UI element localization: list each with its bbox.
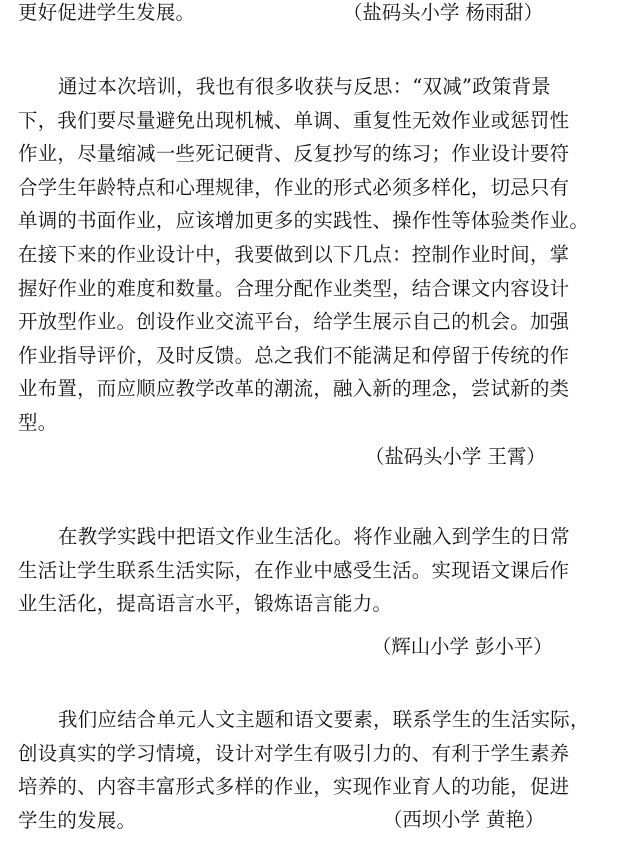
author-signature: （辉山小学 彭小平） [372,635,553,658]
text-line: 更好促进学生发展。 [18,1,196,24]
paragraph-2 [18,70,606,440]
text-line: 通过本次培训，我也有很多收获与反思：“双减”政策背景 [58,75,551,98]
text-line: 作业，尽量缩减一些死记硬背、反复抄写的练习；作业设计要符 [18,142,570,166]
text-line: 握好作业的难度和数量。合理分配作业类型，结合课文内容设计 [18,276,570,300]
text-line: 作业指导评价，及时反馈。总之我们不能满足和停留于传统的作 [18,343,570,367]
author-signature: （盐码头小学 杨雨甜） [343,1,544,24]
text-line: 学生的发展。 [18,808,137,832]
text-line: 业布置，而应顺应教学改革的潮流，融入新的理念，尝试新的类 [18,377,570,401]
author-signature: （西坝小学 黄艳） [383,808,545,831]
paragraph-3 [18,520,606,621]
text-line: 我们应结合单元人文主题和语文要素，联系学生的生活实际， [58,708,590,731]
text-line: 在接下来的作业设计中，我要做到以下几点：控制作业时间，掌 [18,242,570,266]
text-line: 培养的、内容丰富形式多样的作业，实现作业育人的功能，促进 [18,775,570,799]
text-line: 单调的书面作业，应该增加更多的实践性、操作性等体验类作业。 [18,209,590,233]
text-line: 开放型作业。创设作业交流平台，给学生展示自己的机会。加强 [18,310,570,334]
text-line: 在教学实践中把语文作业生活化。将作业融入到学生的日常 [58,525,570,548]
text-line: 生活让学生联系生活实际，在作业中感受生活。实现语文课后作 [18,558,570,582]
text-line: 业生活化，提高语言水平，锻炼语言能力。 [18,592,393,616]
text-line: 合学生年龄特点和心理规律，作业的形式必须多样化，切忌只有 [18,175,570,199]
text-line: 下，我们要尽量避免出现机械、单调、重复性无效作业或惩罚性 [18,108,570,132]
text-line: 创设真实的学习情境，设计对学生有吸引力的、有利于学生素养 [18,741,570,765]
author-signature: （盐码头小学 王霄） [365,445,546,468]
text-line: 型。 [18,410,58,434]
